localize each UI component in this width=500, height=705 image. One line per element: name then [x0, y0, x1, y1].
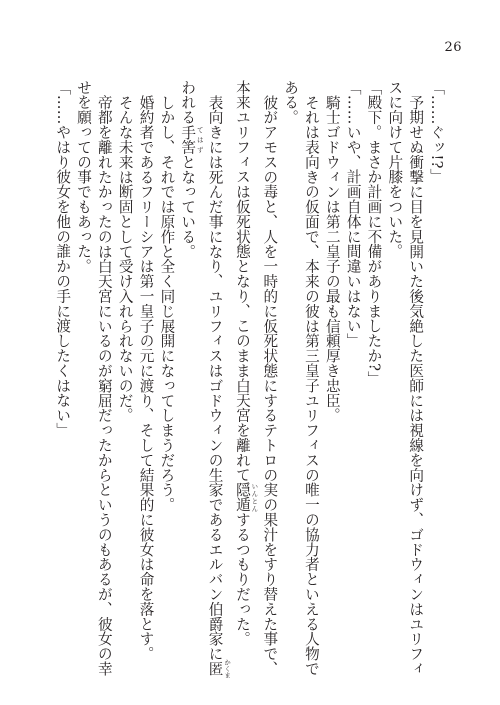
page-number: 26	[444, 40, 462, 55]
text-line: そんな未来は断固として受け入れられないのだ。	[116, 94, 134, 423]
text-line: 「……やはり彼女を他の誰かの手に渡したくはない」	[54, 80, 72, 438]
text-line: せを願っての事でもあった。	[75, 80, 92, 274]
text-line: 「……ぐッ!?」	[428, 80, 445, 184]
ruby-tehazu: 手筈 てはず	[179, 124, 204, 155]
text-line: 本来ユリフィスは仮死状態となり、このまま白天宮を離れて隠遁 いんとんするつもりだった。	[233, 80, 259, 647]
text-line: 「殿下。まさか計画に不備がありましたか?」	[365, 80, 383, 387]
text-line: われる手筈 てはずとなっている。	[179, 80, 204, 259]
ruby-inton: 隠遁 いんとん	[233, 482, 259, 513]
text-line: 騎士ゴドウィンは第二皇子の最も信頼厚き忠臣。	[323, 94, 341, 423]
text-line: しかし、それでは原作と全く同じ展開になってしまうだろう。	[158, 94, 176, 512]
text-line: それは表向きの仮面で、本来の彼は第三皇子ユリフィスの唯一の協力者といえる人物で	[302, 94, 320, 676]
text-line: スに向けて片膝をついた。	[386, 80, 404, 259]
text-line: 婚約者であるフリーシアは第一皇子の元に渡り、そして結果的に彼女は命を落とす。	[137, 94, 155, 661]
novel-body-text	[16, 80, 446, 695]
text-line: 表向きには死んだ事になり、ユリフィスはゴドウィンの生家であるエルバン伯爵家に匿 かくま	[206, 94, 232, 678]
text-line: ある。	[282, 80, 300, 125]
text-line: 予期せぬ衝撃に目を見開いた後気絶した医師には視線を向けず、ゴドウィンはユリフィ	[407, 94, 425, 676]
text-line: 彼がアモスの毒と、人を一時的に仮死状態にするテトロの実の果汁をすり替えた事で、	[261, 94, 279, 676]
text-line: 「……いや、計画自体に間違いはない」	[344, 80, 362, 349]
ruby-kakuma: 匿 かくま	[206, 658, 232, 678]
text-line: 帝都を離れたかったのは白天宮にいるのが窮屈だったからというのもあるが、彼女の幸	[95, 94, 113, 676]
